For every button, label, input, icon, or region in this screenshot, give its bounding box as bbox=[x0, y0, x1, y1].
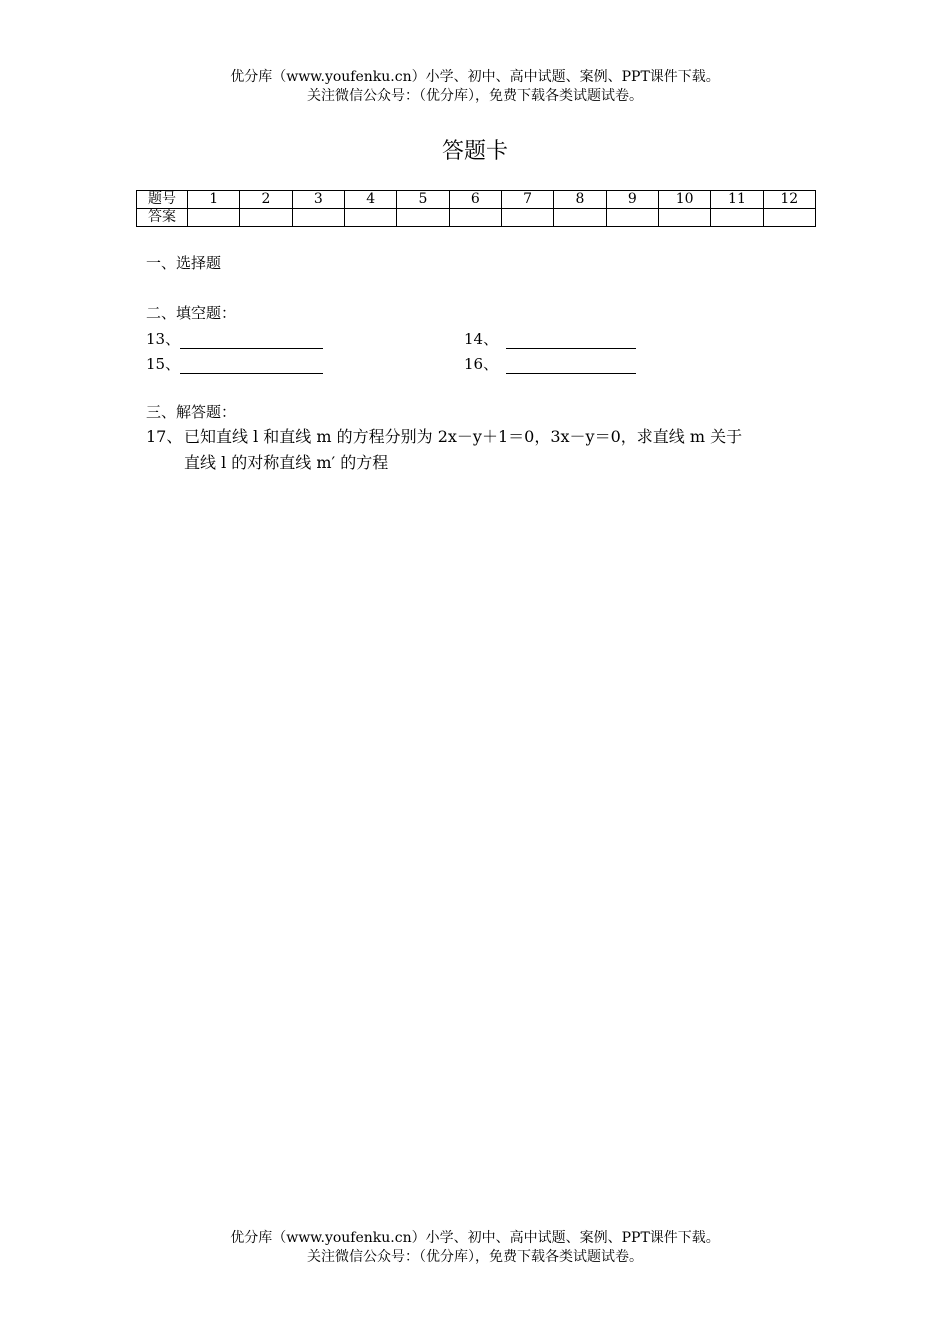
answer-cell[interactable] bbox=[188, 209, 240, 227]
header-line-1: 优分库（www.youfenku.cn）小学、初中、高中试题、案例、PPT课件下载。 bbox=[230, 69, 720, 85]
footer-line-2: 关注微信公众号：（优分库），免费下载各类试题试卷。 bbox=[307, 1249, 643, 1265]
question-number-cell: 1 bbox=[188, 191, 240, 209]
section-fill-heading: 二、填空题： bbox=[146, 304, 237, 322]
section-solve-heading: 三、解答题： bbox=[146, 403, 237, 421]
blank-line[interactable] bbox=[506, 359, 636, 374]
question-number-cell: 6 bbox=[449, 191, 501, 209]
blank-13 bbox=[146, 328, 323, 349]
blank-label: 15、 bbox=[146, 355, 181, 373]
question-number-cell: 11 bbox=[711, 191, 763, 209]
question-number-label: 题号 bbox=[137, 191, 188, 209]
question-number-cell: 5 bbox=[397, 191, 449, 209]
question-number-cell: 4 bbox=[344, 191, 396, 209]
answer-cell[interactable] bbox=[292, 209, 344, 227]
question-17 bbox=[146, 424, 826, 476]
blank-label: 14、 bbox=[464, 330, 499, 348]
blank-line[interactable] bbox=[506, 334, 636, 349]
answer-label: 答案 bbox=[137, 209, 188, 227]
answer-cell[interactable] bbox=[711, 209, 763, 227]
section-choice-heading: 一、选择题 bbox=[146, 254, 222, 272]
question-number-cell: 8 bbox=[554, 191, 606, 209]
blank-label: 13、 bbox=[146, 330, 181, 348]
question-number-cell: 2 bbox=[240, 191, 292, 209]
question-number-cell: 12 bbox=[763, 191, 815, 209]
answer-table-answer-row bbox=[137, 209, 816, 227]
answer-cell[interactable] bbox=[554, 209, 606, 227]
answer-cell[interactable] bbox=[658, 209, 710, 227]
blank-14 bbox=[464, 328, 636, 349]
blank-16 bbox=[464, 353, 636, 374]
question-number-cell: 3 bbox=[292, 191, 344, 209]
answer-cell[interactable] bbox=[449, 209, 501, 227]
question-17-number: 17、 bbox=[146, 427, 183, 446]
question-17-text-line-1: 已知直线 l 和直线 m 的方程分别为 2x－y＋1＝0，3x－y＝0，求直线 m 关于 bbox=[184, 427, 743, 446]
header-line-2: 关注微信公众号：（优分库），免费下载各类试题试卷。 bbox=[307, 88, 643, 104]
answer-cell[interactable] bbox=[606, 209, 658, 227]
answer-cell[interactable] bbox=[344, 209, 396, 227]
footer-line-1: 优分库（www.youfenku.cn）小学、初中、高中试题、案例、PPT课件下载。 bbox=[230, 1230, 720, 1246]
question-number-cell: 10 bbox=[658, 191, 710, 209]
answer-cell[interactable] bbox=[763, 209, 815, 227]
answer-table-number-row bbox=[137, 191, 816, 209]
blank-line[interactable] bbox=[180, 359, 323, 374]
blank-label: 16、 bbox=[464, 355, 499, 373]
answer-cell[interactable] bbox=[501, 209, 553, 227]
answer-table bbox=[136, 190, 816, 227]
blank-line[interactable] bbox=[180, 334, 323, 349]
page-title: 答题卡 bbox=[441, 139, 508, 164]
question-17-text-line-2: 直线 l 的对称直线 m′ 的方程 bbox=[184, 453, 389, 472]
question-number-cell: 9 bbox=[606, 191, 658, 209]
answer-cell[interactable] bbox=[240, 209, 292, 227]
blank-15 bbox=[146, 353, 323, 374]
answer-cell[interactable] bbox=[397, 209, 449, 227]
question-number-cell: 7 bbox=[501, 191, 553, 209]
